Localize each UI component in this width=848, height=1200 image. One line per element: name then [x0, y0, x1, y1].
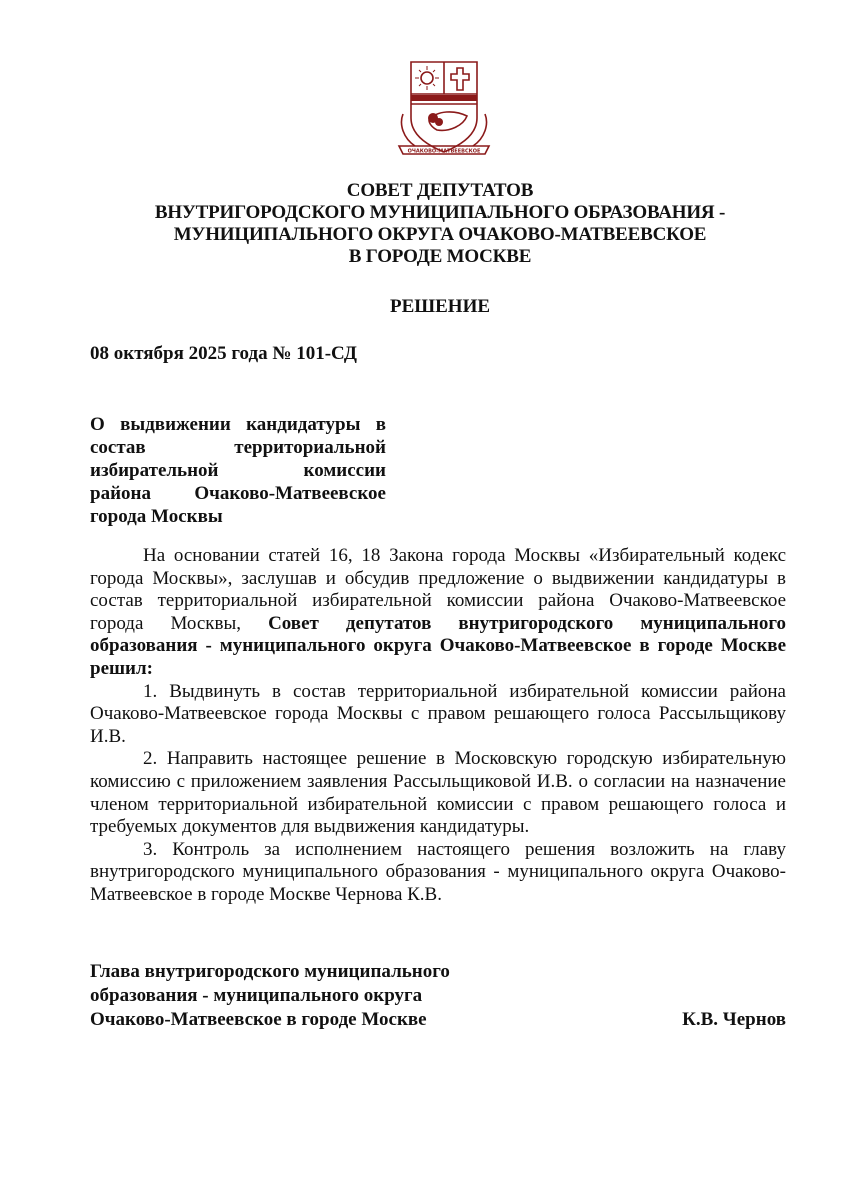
document-date-number: 08 октября 2025 года № 101-СД [90, 343, 357, 364]
preamble-text: На основании статей 16, 18 Закона города Москвы «Избирательный кодекс города Москвы», заслушав и обсудив предложение о выдвижении кандидатуры в состав территориальной избирательной комиссии района Очаково-Матвеевское города Москвы, [90, 545, 786, 634]
header-line: ВНУТРИГОРОДСКОГО МУНИЦИПАЛЬНОГО ОБРАЗОВАНИЯ - [154, 202, 726, 223]
signatory-name: К.В. Чернов [682, 1009, 786, 1030]
subject-line: избирательной комиссии [90, 460, 386, 481]
document-type: РЕШЕНИЕ [389, 296, 491, 317]
signatory-title-line: образования - муниципального округа [90, 985, 423, 1006]
council-header [80, 180, 800, 268]
header-line: В ГОРОДЕ МОСКВЕ [348, 246, 532, 267]
subject-line: состав территориальной [90, 437, 386, 458]
signatory-title-line: Очаково-Матвеевское в городе Москве [90, 1009, 427, 1030]
resolution-item: 3. Контроль за исполнением настоящего решения возложить на главу внутригородского муниципального образования - муниципального округа Очаково-Матвеевское в городе Москве Чернова К.В. [90, 838, 786, 905]
signatory-title-line: Глава внутригородского муниципального [90, 961, 450, 982]
resolution-item: 1. Выдвинуть в состав территориальной избирательной комиссии района Очаково-Матвеевское города Москвы с правом решающего голоса Рассыльщикову И.В. [90, 680, 786, 747]
header-line: СОВЕТ ДЕПУТАТОВ [346, 180, 534, 201]
preamble-resolution: Совет депутатов внутригородского муниципального образования - муниципального округа Очаково-Матвеевское в городе Москве решил: [90, 612, 786, 679]
subject-line: города Москвы [90, 506, 223, 527]
subject-line: района Очаково-Матвеевское [90, 483, 386, 504]
sun-icon [421, 72, 433, 84]
header-line: МУНИЦИПАЛЬНОГО ОКРУГА ОЧАКОВО-МАТВЕЕВСКОЕ [173, 224, 707, 245]
cross-icon [451, 68, 469, 90]
subject-title [90, 413, 386, 528]
resolution-item: 2. Направить настоящее решение в Московскую городскую избирательную комиссию с приложением заявления Рассыльщиковой И.В. о согласии на назначение членом территориальной избирательной комиссии с правом решающего голоса и требуемых документов для выдвижения кандидатуры. [90, 748, 786, 838]
ribbon-text: ОЧАКОВО-МАТВЕЕВСКОЕ [407, 148, 481, 155]
coat-of-arms-emblem [393, 58, 495, 162]
preamble-paragraph [90, 545, 786, 681]
signature-block [90, 960, 786, 1032]
document-body [90, 545, 786, 907]
subject-line: О выдвижении кандидатуры в [90, 414, 386, 435]
